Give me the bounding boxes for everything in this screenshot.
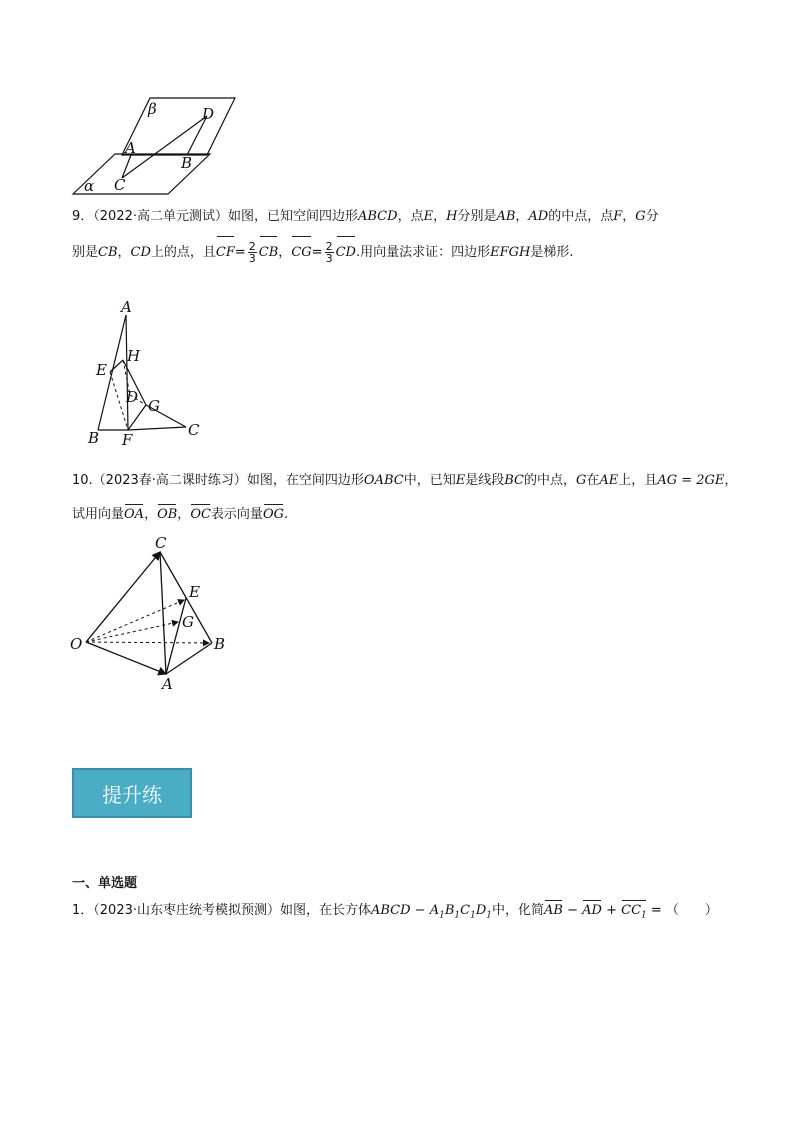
vector-ob-dashed <box>86 642 209 643</box>
label-beta: β <box>148 100 157 118</box>
edge-a-f <box>126 315 128 430</box>
edge-ca <box>160 552 166 674</box>
label-c: C <box>114 176 126 194</box>
label-e: E <box>189 583 200 601</box>
label-a: A <box>162 675 173 693</box>
question-10-line-1: 10.（2023春·高二课时练习）如图，在空间四边形OABC中，已知E是线段BC的中点，G在AE上，且AG = 2GE， <box>72 473 738 488</box>
label-c: C <box>188 421 200 439</box>
label-e: E <box>96 361 107 379</box>
label-c: C <box>155 536 167 552</box>
label-alpha: α <box>84 177 95 195</box>
edge-eh <box>110 360 123 372</box>
vector-oe-dashed <box>86 600 184 642</box>
figure-tetrahedron-oabc <box>66 536 236 696</box>
label-a: A <box>125 139 136 157</box>
question-9-line-2: 别是CB，CD上的点，且CF= $\frac{2}{3}$ CB，CG= $\frac{2}{3}$ CD.用向量法求证：四边形EFGH是梯形. <box>72 238 573 268</box>
fraction-two-thirds: $\frac{2}{3}$ <box>248 240 256 265</box>
label-h: H <box>127 347 141 365</box>
label-d: D <box>202 105 215 123</box>
section-banner <box>72 768 192 818</box>
label-o: O <box>70 635 83 653</box>
section-title: 一、单选题 <box>72 876 138 891</box>
label-g: G <box>148 397 160 415</box>
plane-beta <box>122 98 235 155</box>
label-g: G <box>182 613 194 631</box>
vector-oc <box>86 552 160 642</box>
label-f: F <box>122 431 133 449</box>
edge-fc <box>128 427 186 430</box>
question-1-line: 1．（2023·山东枣庄统考模拟预测）如图，在长方体ABCD − $A_1B_1C_1D_1$中，化简AB − AD + $CC_1$ = （ ） <box>72 902 718 925</box>
figure-quadrilateral-efgh <box>82 295 212 450</box>
label-b: B <box>88 429 100 447</box>
label-a: A <box>121 298 132 316</box>
question-10-line-2: 试用向量OA，OB，OC表示向量OG. <box>72 507 289 522</box>
question-9-line-1: 9．（2022·高二单元测试）如图，已知空间四边形ABCD，点E，H分别是AB，AD的中点，点F，G分 <box>72 209 659 224</box>
banner-label: 提升练 <box>102 782 162 807</box>
fraction-two-thirds-2: $\frac{2}{3}$ <box>325 240 333 265</box>
vector-oa <box>86 642 166 674</box>
label-d: D <box>126 388 139 406</box>
label-b: B <box>181 154 193 172</box>
figure-planes <box>70 92 250 197</box>
edge-gf <box>128 405 146 430</box>
label-b: B <box>214 635 226 653</box>
